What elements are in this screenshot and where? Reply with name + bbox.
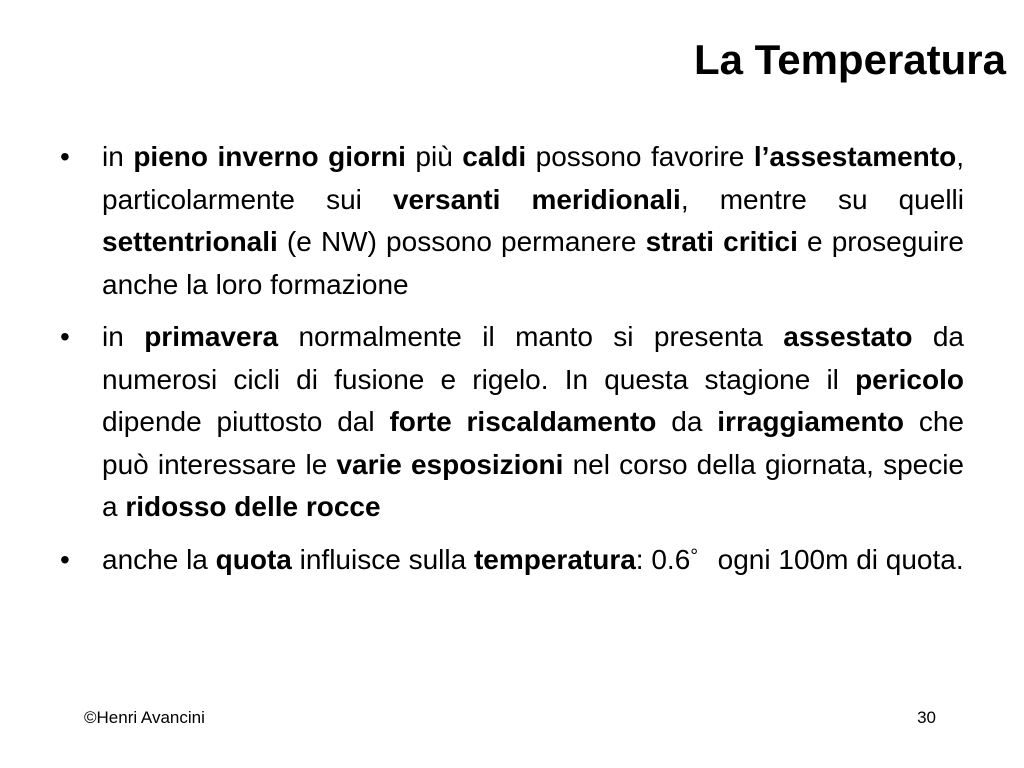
text-segment: possono favorire: [526, 141, 754, 172]
emphasis-text: varie esposizioni: [336, 448, 564, 480]
text-segment: : 0.6: [635, 543, 691, 575]
text-segment: (e NW) possono permanere: [277, 226, 646, 257]
degree-symbol: °: [690, 544, 699, 567]
footer-copyright: ©Henri Avancini: [84, 708, 205, 727]
emphasis-text: primavera: [144, 321, 279, 352]
emphasis-text: quota: [215, 543, 292, 575]
bullet-icon: •: [60, 543, 70, 575]
text-segment: normalmente il manto si presenta: [278, 321, 784, 352]
text-segment: più: [405, 141, 463, 172]
text-segment: che può interessare le: [102, 406, 964, 480]
bullet-list: [60, 136, 964, 594]
bullet-item: [60, 316, 964, 529]
text-segment: e proseguire anche la loro formazione: [102, 226, 964, 300]
emphasis-text: temperatura: [473, 543, 636, 575]
slide-title: La Temperatura: [694, 36, 1006, 83]
text-segment: ogni 100m di quota.: [709, 543, 964, 575]
emphasis-text: ridosso delle rocce: [125, 491, 381, 522]
emphasis-text: settentrionali: [102, 226, 278, 257]
emphasis-text: l’assestamento: [753, 141, 957, 172]
emphasis-text: assestato: [783, 321, 913, 352]
emphasis-text: strati critici: [645, 226, 798, 257]
text-segment: dipende piuttosto dal: [102, 406, 390, 437]
slide-number: 30: [917, 708, 936, 727]
text-segment: da numerosi cicli di fusione e rigelo. In questa stagione il: [102, 321, 964, 395]
bullet-icon: •: [60, 321, 70, 352]
emphasis-text: caldi: [462, 141, 527, 172]
bullet-text: [102, 544, 964, 575]
bullet-item: [60, 539, 964, 585]
emphasis-text: forte riscaldamento: [389, 406, 657, 437]
bullet-icon: •: [60, 141, 70, 172]
emphasis-text: irraggiamento: [717, 406, 904, 437]
text-segment: , mentre su quelli: [680, 183, 964, 215]
emphasis-text: pericolo: [855, 363, 964, 395]
text-segment: nel corso della giornata, specie a: [102, 448, 965, 522]
emphasis-text: versanti meridionali: [392, 183, 681, 215]
text-segment: , particolarmente sui: [102, 141, 964, 215]
bullet-item: [60, 136, 964, 306]
text-segment: influisce sulla: [291, 543, 474, 575]
bullet-text: [102, 321, 964, 522]
bullet-text: [102, 141, 964, 300]
text-segment: anche la: [102, 543, 216, 575]
emphasis-text: pieno inverno giorni: [133, 141, 406, 172]
text-segment: in: [102, 321, 145, 352]
text-segment: da: [656, 406, 718, 437]
text-segment: in: [102, 141, 134, 172]
